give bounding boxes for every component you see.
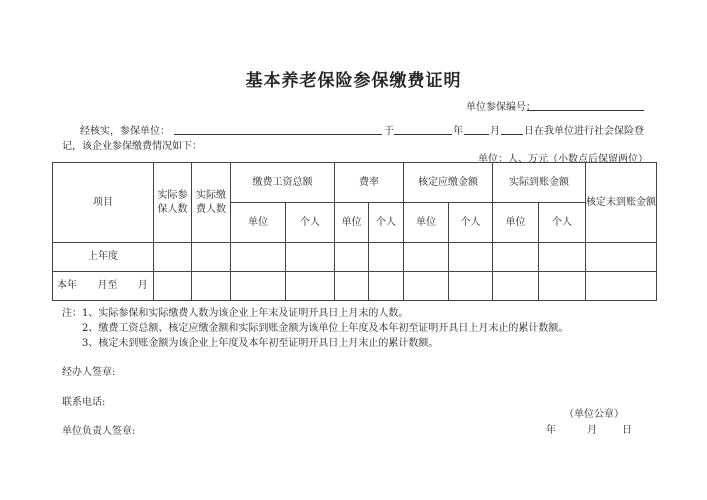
table-cell[interactable]: [493, 272, 539, 301]
units-note: 单位：人、万元（小数点后保留两位）: [478, 154, 648, 165]
header-assessed-unpaid: 核定未到账金额: [586, 163, 657, 243]
table-cell[interactable]: [539, 243, 586, 272]
table-cell[interactable]: [586, 272, 657, 301]
header-actual-paying: 实际缴费人数: [192, 163, 231, 243]
subheader-personal: 个人: [449, 203, 493, 243]
header-wage-total: 缴费工资总额: [231, 163, 335, 203]
header-rate: 费率: [335, 163, 404, 203]
date-year-label: 年: [546, 425, 556, 436]
insured-unit-field[interactable]: [174, 134, 382, 135]
subheader-unit: 单位: [404, 203, 449, 243]
table-cell[interactable]: [404, 272, 449, 301]
table-row: [53, 272, 657, 301]
table-cell[interactable]: [404, 243, 449, 272]
note-1: 注：1、实际参保和实际缴费人数为该企业上年末及证明开具日上月末的人数。: [62, 308, 409, 319]
table-cell[interactable]: [231, 243, 286, 272]
table-cell[interactable]: [493, 243, 539, 272]
verify-label: 经核实，参保单位：: [80, 126, 170, 137]
intro-at: 于: [384, 126, 394, 137]
register-year-field[interactable]: [394, 134, 452, 135]
header-actual-insured: 实际参保人数: [154, 163, 192, 243]
this-year-label: 本年: [57, 280, 77, 291]
register-month-field[interactable]: [464, 134, 489, 135]
table-cell[interactable]: [192, 272, 231, 301]
table-cell[interactable]: [335, 243, 369, 272]
month-from-label: 月至: [97, 280, 118, 291]
contribution-table: [52, 162, 657, 301]
table-cell[interactable]: [192, 243, 231, 272]
table-cell[interactable]: [286, 272, 335, 301]
intro-line2: 记，该企业参保缴费情况如下：: [62, 141, 202, 152]
table-cell[interactable]: [335, 272, 369, 301]
date-day-label: 日: [622, 425, 632, 436]
subheader-personal: 个人: [369, 203, 404, 243]
header-assessed-due: 核定应缴金额: [404, 163, 493, 203]
document-title: 基本养老保险参保缴费证明: [245, 71, 462, 91]
table-cell[interactable]: [154, 243, 192, 272]
note-3: 3、核定未到账金额为该企业上年度及本年初至证明开具日上月末止的累计数额。: [82, 338, 439, 349]
unit-head-sign-label: 单位负责人签章:: [62, 426, 136, 437]
intro-tail: 日在我单位进行社会保险登: [524, 126, 644, 137]
handler-sign-label: 经办人签章:: [62, 367, 116, 378]
official-seal-label: （单位公章）: [564, 409, 624, 420]
date-month-label: 月: [587, 425, 597, 436]
phone-label: 联系电话:: [62, 397, 106, 408]
unit-number-field[interactable]: [527, 110, 644, 111]
table-cell[interactable]: [369, 243, 404, 272]
table-cell[interactable]: [539, 272, 586, 301]
subheader-unit: 单位: [335, 203, 369, 243]
row-label-last-year: 上年度: [53, 243, 154, 272]
table-cell[interactable]: [449, 272, 493, 301]
table-cell[interactable]: [154, 272, 192, 301]
subheader-personal: 个人: [286, 203, 335, 243]
intro-month: 月: [490, 126, 500, 137]
row-label-this-year: [53, 272, 154, 301]
subheader-unit: 单位: [231, 203, 286, 243]
header-actual-received: 实际到账金额: [493, 163, 586, 203]
table-cell[interactable]: [369, 272, 404, 301]
table-cell[interactable]: [231, 272, 286, 301]
table-cell[interactable]: [586, 243, 657, 272]
table-row: [53, 243, 657, 272]
intro-year: 年: [453, 126, 463, 137]
table-cell[interactable]: [286, 243, 335, 272]
header-item: 项目: [53, 163, 154, 243]
unit-number-label: 单位参保编号：: [466, 102, 536, 113]
month-to-label: 月: [137, 280, 148, 291]
subheader-personal: 个人: [539, 203, 586, 243]
note-2: 2、缴费工资总额、核定应缴金额和实际到账金额为该单位上年度及本年初至证明开具日上月末止的累计数额。: [82, 323, 569, 334]
subheader-unit: 单位: [493, 203, 539, 243]
register-day-field[interactable]: [501, 134, 523, 135]
table-cell[interactable]: [449, 243, 493, 272]
